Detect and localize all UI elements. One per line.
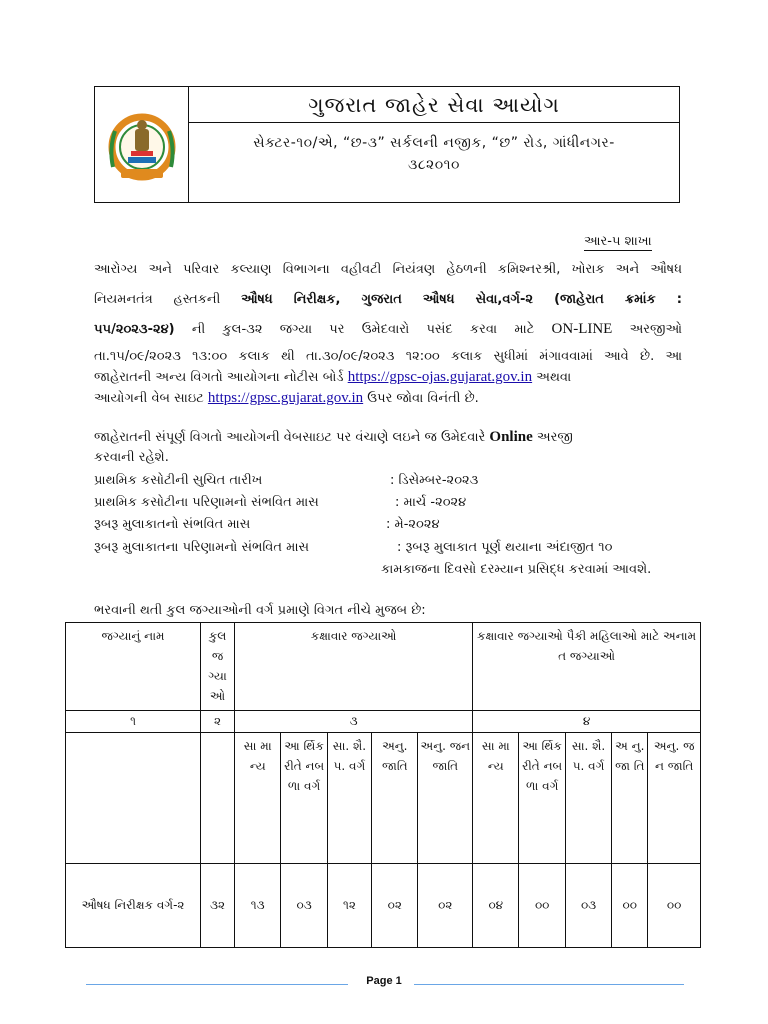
table-category-row	[66, 733, 701, 863]
online-bold: Online	[489, 429, 533, 445]
row-women-general: ૦૪	[473, 863, 519, 947]
row-women-sc: ૦૦	[612, 863, 648, 947]
advt-no-bold: ૫૫/૨૦૨૩-૨૪)	[94, 322, 175, 337]
commission-address	[189, 124, 679, 202]
intro-line-6	[94, 390, 682, 407]
intro-line-5	[94, 369, 682, 386]
cat-sc: અનુ. જાતિ	[372, 733, 418, 863]
cat-general: સા મા ન્ય	[235, 733, 281, 863]
address-line-1: સેક્ટર-૧૦/એ, “છ-૩” સર્કલની નજીક, “છ” રોડ, ગાંધીનગર-	[253, 135, 615, 151]
row-cat-sebc: ૧૨	[327, 863, 371, 947]
intro-line-3-text: ની કુલ-૩૨ જગ્યા પર ઉમેદવારો પસંદ કરવા માટે	[174, 322, 552, 337]
cat-sebc: સા. શૈ. પ. વર્ગ	[327, 733, 371, 863]
notice-line-1-tail: અરજી	[532, 430, 573, 445]
header-category: કક્ષાવાર જગ્યાઓ	[235, 623, 473, 711]
intro-line-2-text: નિયમનતંત્ર હસ્તકની	[94, 292, 242, 307]
col-no-3: ૩	[235, 711, 473, 733]
schedule-value-4: : રૂબરૂ મુલાકાત પૂર્ણ થયાના અંદાજીત ૧૦	[397, 540, 613, 555]
online-label: ON-LINE	[551, 321, 613, 337]
schedule-value-1: : ડિસેમ્બર-૨૦૨૩	[390, 473, 479, 488]
col-no-1: ૧	[66, 711, 201, 733]
notice-line-1	[94, 429, 682, 446]
post-name-bold: ઔષધ નિરીક્ષક, ગુજરાત ઔષધ સેવા,વર્ગ-૨ (જાહેરાત ક્રમાંક :	[241, 292, 683, 307]
page-number: Page 1	[366, 975, 402, 987]
header-total: કુલ જ ગ્યા ઓ	[201, 623, 235, 711]
ojas-link[interactable]: https://gpsc-ojas.gujarat.gov.in	[347, 369, 533, 385]
women-sebc: સા. શૈ. પ. વર્ગ	[565, 733, 611, 863]
schedule-label-4: રૂબરૂ મુલાકાતના પરિણામનો સંભવિત માસ	[94, 540, 310, 555]
intro-line-5-text: જાહેરાતની અન્ય વિગતો આયોગના નોટીસ બોર્ડ	[94, 370, 348, 385]
col-no-2: ૨	[201, 711, 235, 733]
intro-line-6-tail: ઉપર જોવા વિનંતી છે.	[363, 391, 479, 406]
table-header-row	[66, 623, 701, 711]
women-st: અનુ. જન જાતિ	[648, 733, 701, 863]
notice-line-2: કરવાની રહેશે.	[94, 450, 169, 465]
schedule-label-2: પ્રાથમિક કસોટીના પરિણામનો સંભવિત માસ	[94, 495, 319, 510]
intro-line-3-tail: અરજીઓ	[612, 322, 682, 337]
branch-label: આર-૫ શાખા	[584, 234, 652, 249]
cat-ews: આ ર્થિક રીતે નબ ળા વર્ગ	[281, 733, 327, 863]
intro-line-2	[94, 292, 682, 307]
intro-line-1: આરોગ્ય અને પરિવાર કલ્યાણ વિભાગના વહીવટી નિયંત્રણ હેઠળની કમિશ્નરશ્રી, ખોરાક અને ઔષધ	[94, 262, 682, 277]
women-sc: અ નુ. જા તિ	[612, 733, 648, 863]
schedule-label-3: રૂબરૂ મુલાકાતનો સંભવિત માસ	[94, 517, 251, 532]
women-ews: આ ર્થિક રીતે નબ ળા વર્ગ	[519, 733, 565, 863]
gpsc-link[interactable]: https://gpsc.gujarat.gov.in	[207, 390, 364, 406]
gpsc-emblem-icon	[101, 109, 183, 187]
row-women-st: ૦૦	[648, 863, 701, 947]
commission-title: ગુજરાત જાહેર સેવા આયોગ	[189, 87, 679, 123]
header-women: કક્ષાવાર જગ્યાઓ પૈકી મહિલાઓ માટે અનામત જગ્યાઓ	[473, 623, 701, 711]
empty-cell	[201, 733, 235, 863]
cat-st: અનુ. જન જાતિ	[418, 733, 473, 863]
col-no-4: ૪	[473, 711, 701, 733]
row-total: ૩૨	[201, 863, 235, 947]
address-line-2: ૩૮૨૦૧૦	[408, 157, 460, 173]
schedule-value-2: : માર્ચ -૨૦૨૪	[395, 495, 467, 510]
schedule-label-1: પ્રાથમિક કસોટીની સુચિત તારીખ	[94, 473, 263, 488]
intro-line-4: તા.૧૫/૦૯/૨૦૨૩ ૧૩:૦૦ કલાક થી તા.૩૦/૦૯/૨૦૨૩ ૧૨:૦૦ કલાક સુધીમાં મંગાવવામાં આવે છે. આ	[94, 349, 682, 364]
notice-line-1-text: જાહેરાતની સંપૂર્ણ વિગતો આયોગની વેબસાઇટ પર વંચાણે લઇને જ ઉમેદવારે	[94, 430, 490, 445]
row-post-name: ઔષધ નિરીક્ષક વર્ગ-૨	[66, 863, 201, 947]
row-women-sebc: ૦૩	[565, 863, 611, 947]
women-general: સા મા ન્ય	[473, 733, 519, 863]
table-number-row	[66, 711, 701, 733]
schedule-value-4-cont: કામકાજના દિવસો દરમ્યાન પ્રસિદ્ધ કરવામાં આવશે.	[381, 562, 652, 577]
table-row	[66, 863, 701, 947]
letterhead	[94, 86, 680, 203]
table-intro: ભરવાની થતી કુલ જગ્યાઓની વર્ગ પ્રમાણે વિગત નીચે મુજબ છે:	[94, 603, 426, 618]
empty-cell	[66, 733, 201, 863]
intro-line-5-tail: અથવા	[532, 370, 572, 385]
row-cat-st: ૦૨	[418, 863, 473, 947]
row-cat-sc: ૦૨	[372, 863, 418, 947]
intro-line-6-text: આયોગની વેબ સાઇટ	[94, 391, 208, 406]
logo-cell	[95, 87, 189, 202]
schedule-value-3: : મે-૨૦૨૪	[386, 517, 440, 532]
row-cat-ews: ૦૩	[281, 863, 327, 947]
header-post-name: જગ્યાનું નામ	[66, 623, 201, 711]
row-cat-general: ૧૩	[235, 863, 281, 947]
row-women-ews: ૦૦	[519, 863, 565, 947]
posts-table	[65, 622, 701, 948]
intro-line-3	[94, 321, 682, 338]
